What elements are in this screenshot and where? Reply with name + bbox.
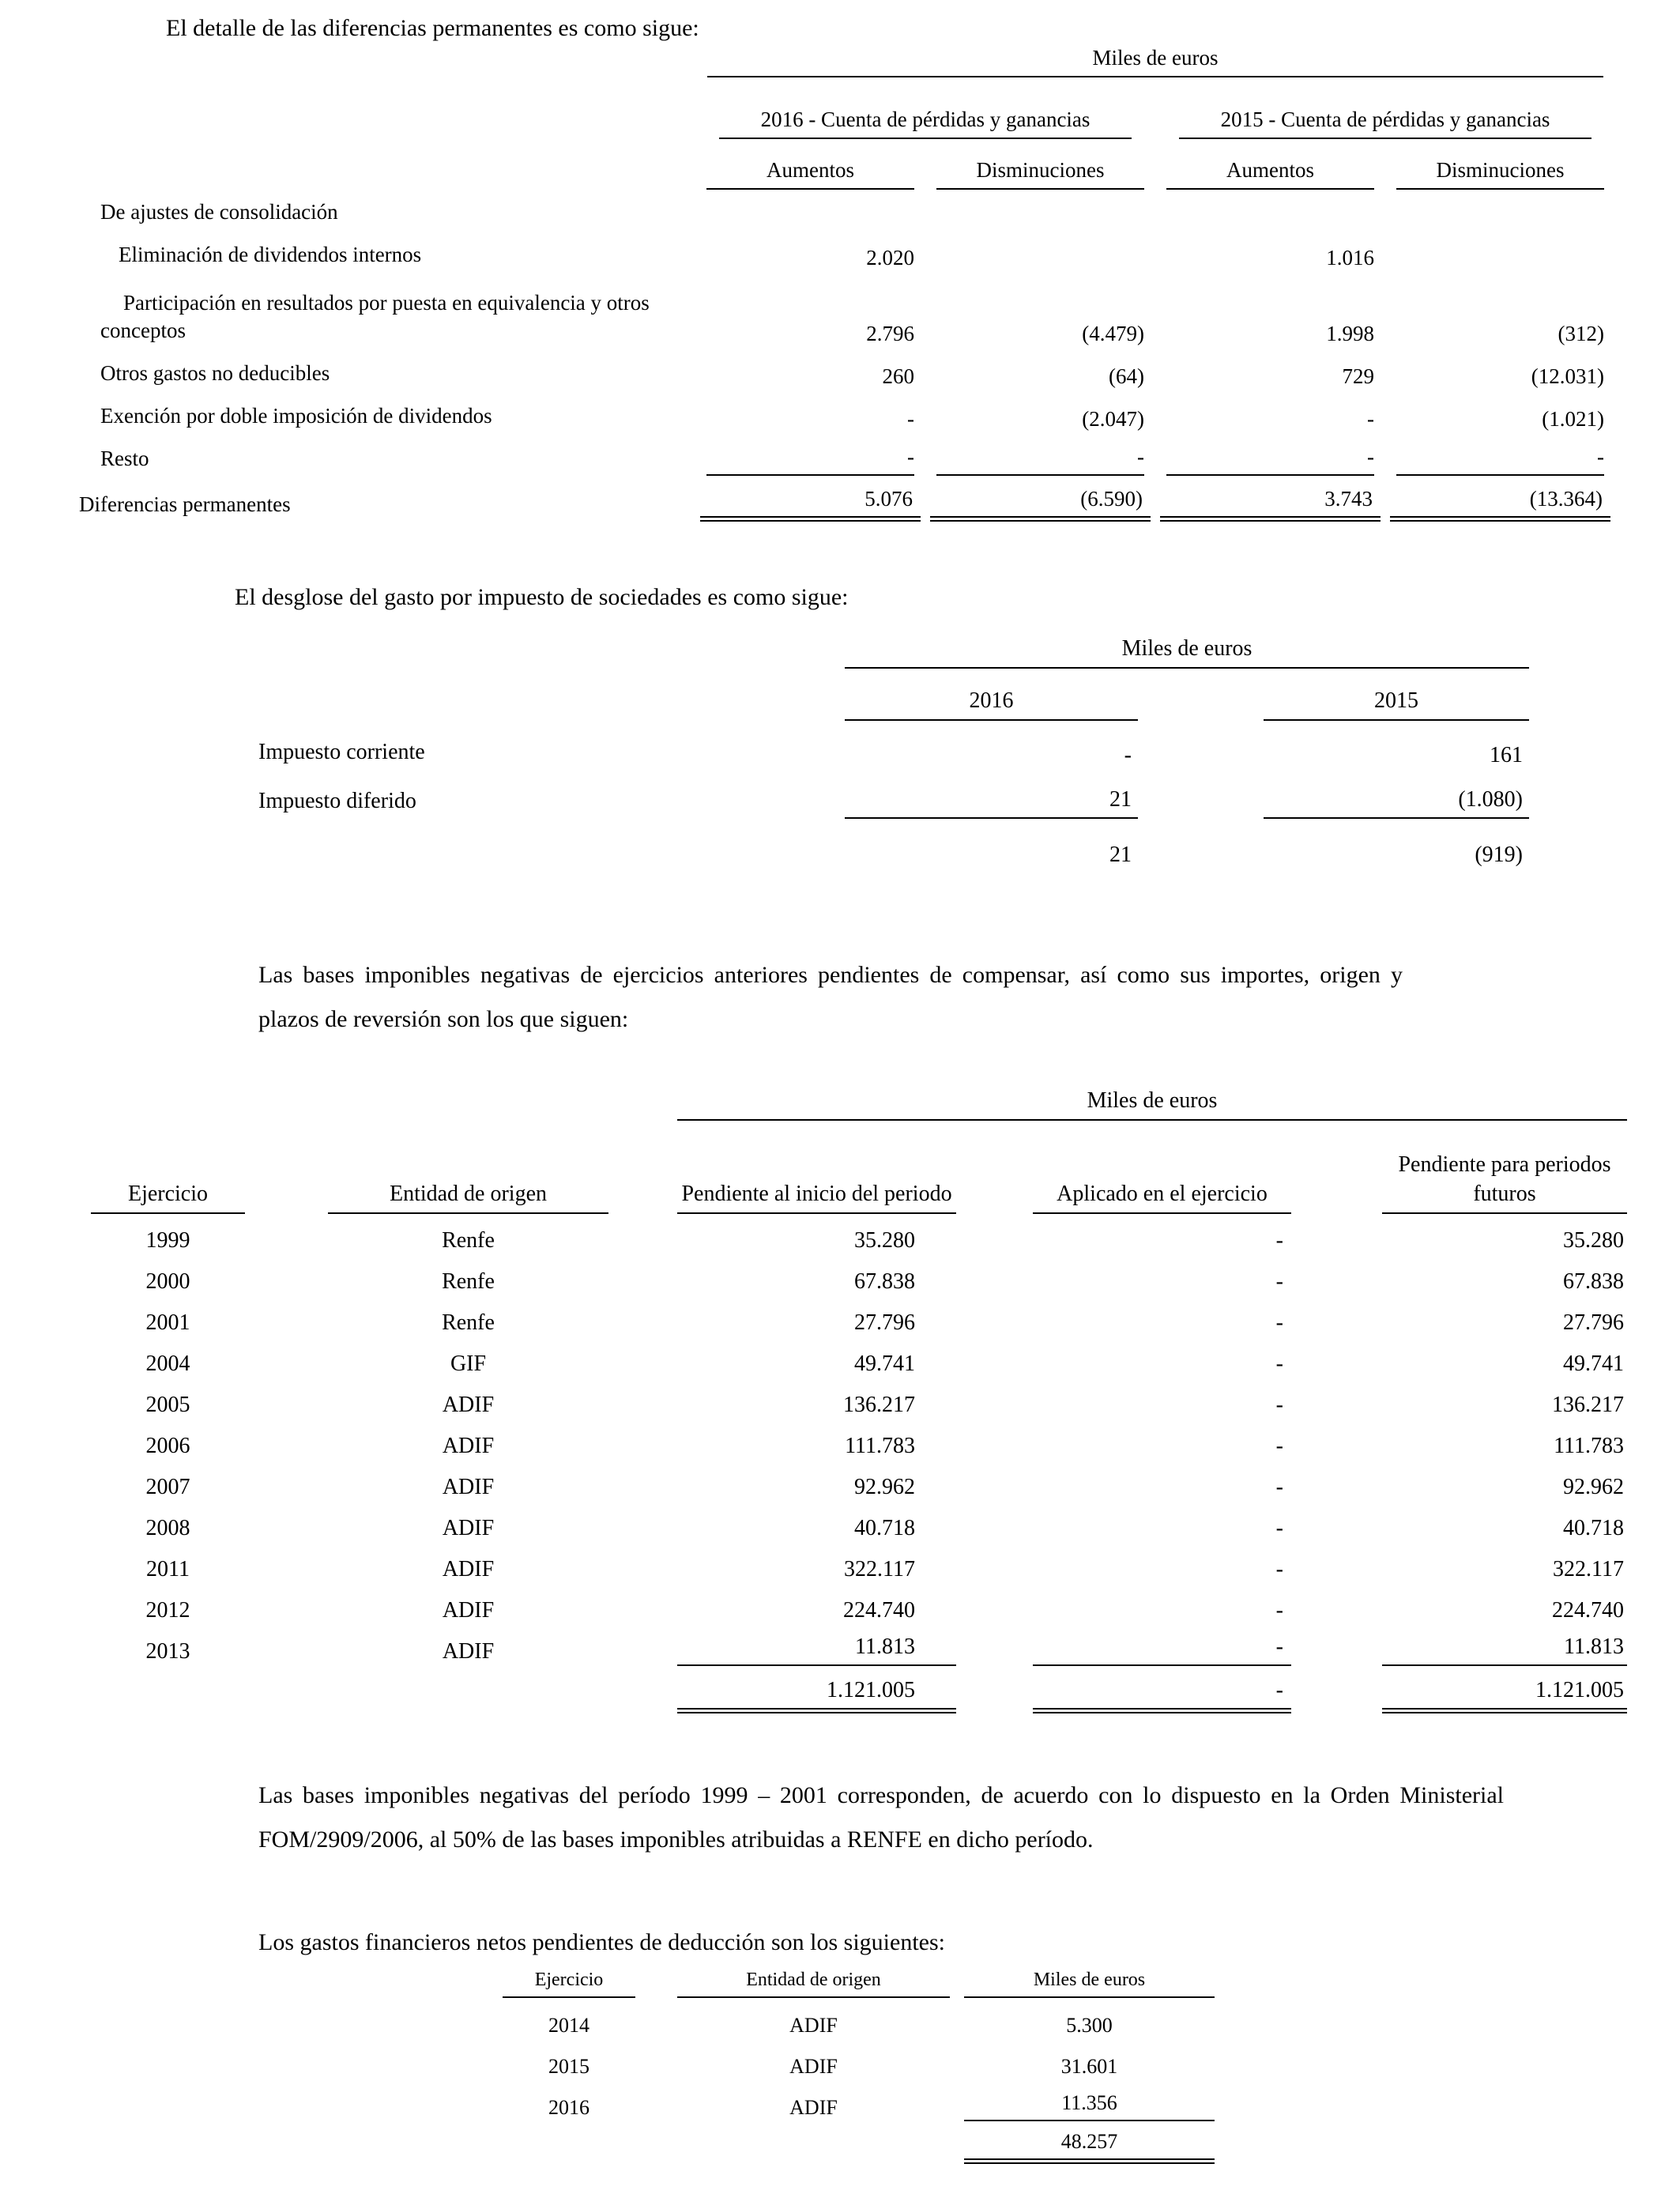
value: - bbox=[1275, 1351, 1283, 1376]
value: ADIF bbox=[442, 1597, 495, 1623]
cell-value bbox=[1291, 1255, 1627, 1296]
spacer-cell bbox=[79, 77, 695, 139]
table-row bbox=[503, 2039, 1215, 2080]
cell-total bbox=[1385, 476, 1615, 522]
cell-total bbox=[695, 476, 925, 522]
cell-entidad bbox=[245, 1419, 608, 1461]
col-header-cell bbox=[608, 1121, 956, 1214]
cell-entidad bbox=[245, 1255, 608, 1296]
cell-ejercicio bbox=[91, 1255, 245, 1296]
table-row bbox=[79, 390, 1615, 433]
value: - bbox=[1166, 443, 1374, 476]
cell-value bbox=[608, 1584, 956, 1625]
group-header-2016-cell bbox=[695, 77, 1155, 139]
cell-value bbox=[1155, 348, 1385, 390]
cell-total bbox=[845, 819, 1138, 869]
cell-value bbox=[695, 272, 925, 348]
value: 2013 bbox=[145, 1638, 190, 1664]
table-row bbox=[503, 1962, 1215, 1998]
cell-value bbox=[1155, 229, 1385, 272]
spacer-cell bbox=[503, 2121, 950, 2164]
cell-value bbox=[1155, 390, 1385, 433]
value: - bbox=[936, 443, 1144, 476]
value: ADIF bbox=[442, 1433, 495, 1458]
col-header-cell bbox=[1155, 139, 1385, 190]
col-header-cell bbox=[503, 1962, 635, 1998]
cell-value bbox=[695, 348, 925, 390]
value: 224.740 bbox=[843, 1597, 915, 1623]
value: 11.813 bbox=[677, 1633, 956, 1666]
cell-total bbox=[925, 476, 1155, 522]
cell-value bbox=[1291, 1214, 1627, 1255]
cell-value bbox=[956, 1502, 1291, 1543]
unit-header-cell bbox=[695, 36, 1615, 77]
spacer-cell bbox=[79, 139, 695, 190]
value: 729 bbox=[1342, 364, 1374, 388]
table-row bbox=[258, 669, 1529, 721]
intro-gastos-financieros: Los gastos financieros netos pendientes de deducción son los siguientes: bbox=[258, 1929, 945, 1955]
cell-value bbox=[956, 1461, 1291, 1502]
row-label: Otros gastos no deducibles bbox=[100, 360, 330, 385]
total-value: 5.076 bbox=[700, 485, 921, 522]
cell-value bbox=[950, 2039, 1215, 2080]
spacer-cell bbox=[258, 631, 845, 669]
value: 2007 bbox=[145, 1474, 190, 1499]
table-row bbox=[79, 348, 1615, 390]
table-total-row bbox=[91, 1666, 1627, 1713]
value: 2012 bbox=[145, 1597, 190, 1623]
cell-value bbox=[925, 433, 1155, 476]
cell-ejercicio bbox=[91, 1378, 245, 1419]
col-header-aumentos-2016: Aumentos bbox=[706, 156, 914, 190]
value: ADIF bbox=[442, 1556, 495, 1581]
table-row bbox=[91, 1461, 1627, 1502]
value: - bbox=[1275, 1310, 1283, 1335]
cell-value bbox=[1291, 1337, 1627, 1378]
col-header-2015: 2015 bbox=[1264, 687, 1529, 721]
cell-entidad bbox=[245, 1543, 608, 1584]
table-row bbox=[258, 721, 1529, 770]
value: 49.741 bbox=[854, 1351, 915, 1376]
table-total-row bbox=[79, 476, 1615, 522]
cell-value bbox=[1291, 1419, 1627, 1461]
cell-value bbox=[1291, 1543, 1627, 1584]
cell-entidad bbox=[635, 2080, 950, 2121]
value: 111.783 bbox=[1554, 1433, 1624, 1458]
cell-ejercicio bbox=[91, 1214, 245, 1255]
value: 2011 bbox=[146, 1556, 190, 1581]
cell-value bbox=[608, 1502, 956, 1543]
col-header-2016: 2016 bbox=[845, 687, 1138, 721]
table-row bbox=[91, 1084, 1627, 1121]
cell-entidad bbox=[635, 1998, 950, 2039]
cell-value bbox=[1291, 1584, 1627, 1625]
table-row bbox=[91, 1121, 1627, 1214]
value: - bbox=[1275, 1433, 1283, 1458]
col-header-disminuciones-2015: Disminuciones bbox=[1396, 156, 1604, 190]
value: 92.962 bbox=[1563, 1474, 1624, 1499]
value: 1.998 bbox=[1326, 321, 1374, 345]
value: 322.117 bbox=[844, 1556, 915, 1581]
cell-value bbox=[956, 1584, 1291, 1625]
total-value: 3.743 bbox=[1160, 485, 1381, 522]
cell-value bbox=[925, 348, 1155, 390]
value: ADIF bbox=[442, 1392, 495, 1417]
cell-value bbox=[1291, 1378, 1627, 1419]
income-tax-expense-table bbox=[258, 631, 1529, 869]
cell-value bbox=[956, 1543, 1291, 1584]
value: 67.838 bbox=[854, 1269, 915, 1294]
cell-value bbox=[608, 1214, 956, 1255]
unit-header-cell bbox=[845, 631, 1529, 669]
cell-entidad bbox=[245, 1337, 608, 1378]
value: 2005 bbox=[145, 1392, 190, 1417]
cell-ejercicio bbox=[91, 1296, 245, 1337]
cell-value bbox=[956, 1337, 1291, 1378]
value: - bbox=[1275, 1515, 1283, 1540]
value: 2008 bbox=[145, 1515, 190, 1540]
value: 2016 bbox=[548, 2096, 590, 2120]
cell-value bbox=[1385, 272, 1615, 348]
value: (312) bbox=[1558, 321, 1605, 345]
table-row bbox=[79, 139, 1615, 190]
group-header-2015-cell bbox=[1155, 77, 1615, 139]
cell-value bbox=[1291, 1461, 1627, 1502]
value: 136.217 bbox=[1552, 1392, 1624, 1417]
value: GIF bbox=[450, 1351, 487, 1376]
cell-value bbox=[608, 1296, 956, 1337]
note-bases-renfe: Las bases imponibles negativas del período 1999 – 2001 corresponden, de acuerdo con lo dispuesto en la Orden Ministerial FOM/2909/2006, al 50% de las bases imponibles atribuidas a RENFE en dicho período. bbox=[258, 1782, 1504, 1853]
table-row bbox=[91, 1255, 1627, 1296]
cell-ejercicio bbox=[91, 1543, 245, 1584]
value: 260 bbox=[882, 364, 914, 388]
col-header-pendiente-inicio: Pendiente al inicio del periodo bbox=[677, 1180, 956, 1214]
table-row bbox=[91, 1502, 1627, 1543]
cell-value bbox=[845, 721, 1138, 770]
spacer-cell bbox=[79, 36, 695, 77]
unit-header: Miles de euros bbox=[677, 1087, 1627, 1121]
cell-entidad bbox=[245, 1296, 608, 1337]
cell-ejercicio bbox=[91, 1584, 245, 1625]
col-header-aplicado: Aplicado en el ejercicio bbox=[1033, 1180, 1291, 1214]
cell-value bbox=[1385, 348, 1615, 390]
cell-value bbox=[608, 1625, 956, 1666]
cell-value bbox=[925, 229, 1155, 272]
value: (2.047) bbox=[1082, 406, 1144, 431]
value: (1.021) bbox=[1542, 406, 1605, 431]
cell-value bbox=[956, 1255, 1291, 1296]
col-header-cell bbox=[1291, 1121, 1627, 1214]
cell-value bbox=[1155, 272, 1385, 348]
table-row bbox=[91, 1296, 1627, 1337]
cell-ejercicio bbox=[503, 2039, 635, 2080]
value: (1.080) bbox=[1264, 786, 1529, 819]
cell-ejercicio bbox=[91, 1625, 245, 1666]
cell-value bbox=[845, 770, 1138, 819]
value: - bbox=[907, 406, 914, 431]
total-label: Diferencias permanentes bbox=[79, 492, 291, 516]
unit-header: Miles de euros bbox=[845, 635, 1529, 669]
cell-value bbox=[1385, 390, 1615, 433]
value: 21 bbox=[845, 786, 1138, 819]
cell-ejercicio bbox=[91, 1461, 245, 1502]
col-header-cell bbox=[1138, 669, 1529, 721]
value: 27.796 bbox=[854, 1310, 915, 1335]
net-financial-expenses-table bbox=[503, 1962, 1215, 2164]
row-label: Resto bbox=[100, 446, 149, 470]
table-row bbox=[79, 36, 1615, 77]
cell-entidad bbox=[245, 1584, 608, 1625]
value: 5.300 bbox=[1066, 2014, 1113, 2038]
table-row bbox=[79, 272, 1615, 348]
value: ADIF bbox=[442, 1638, 495, 1664]
cell-ejercicio bbox=[91, 1337, 245, 1378]
permanent-differences-table bbox=[79, 36, 1615, 522]
value: 35.280 bbox=[854, 1227, 915, 1253]
table-row bbox=[91, 1584, 1627, 1625]
group-header-2015: 2015 - Cuenta de pérdidas y ganancias bbox=[1179, 106, 1591, 139]
col-header-cell bbox=[950, 1962, 1215, 1998]
col-header-cell bbox=[245, 1121, 608, 1214]
col-header-miles-euros: Miles de euros bbox=[964, 1968, 1215, 1998]
cell-value bbox=[956, 1625, 1291, 1666]
spacer-cell bbox=[91, 1084, 608, 1121]
value: 1999 bbox=[145, 1227, 190, 1253]
col-header-cell bbox=[956, 1121, 1291, 1214]
value: 2015 bbox=[548, 2055, 590, 2079]
table-row bbox=[91, 1378, 1627, 1419]
cell-entidad bbox=[245, 1625, 608, 1666]
table-row bbox=[79, 77, 1615, 139]
cell-value bbox=[1291, 1502, 1627, 1543]
cell-value bbox=[1138, 721, 1529, 770]
row-label: Impuesto diferido bbox=[258, 789, 416, 813]
col-header-disminuciones-2016: Disminuciones bbox=[936, 156, 1144, 190]
col-header-cell bbox=[845, 669, 1138, 721]
cell-total bbox=[956, 1666, 1291, 1713]
table-row bbox=[258, 631, 1529, 669]
value: ADIF bbox=[789, 2014, 838, 2038]
value: Renfe bbox=[442, 1227, 495, 1253]
table-row bbox=[91, 1419, 1627, 1461]
value: 1.016 bbox=[1326, 245, 1374, 270]
value: ADIF bbox=[789, 2096, 838, 2120]
table-row bbox=[91, 1337, 1627, 1378]
value: 2.796 bbox=[866, 321, 914, 345]
value: - bbox=[1367, 406, 1374, 431]
value: 224.740 bbox=[1552, 1597, 1624, 1623]
cell-value bbox=[1155, 433, 1385, 476]
cell-value bbox=[925, 390, 1155, 433]
value: 35.280 bbox=[1563, 1227, 1624, 1253]
row-label: Impuesto corriente bbox=[258, 740, 425, 764]
value: 31.601 bbox=[1060, 2055, 1118, 2079]
value: - bbox=[1275, 1269, 1283, 1294]
cell-value bbox=[950, 1998, 1215, 2039]
col-header-entidad: Entidad de origen bbox=[677, 1968, 950, 1998]
value: - bbox=[1396, 443, 1604, 476]
cell-value bbox=[925, 272, 1155, 348]
table-row bbox=[79, 190, 1615, 229]
total-value: - bbox=[1033, 1676, 1291, 1713]
unit-header-cell bbox=[608, 1084, 1627, 1121]
total-value: 1.121.005 bbox=[1382, 1676, 1627, 1713]
cell-value bbox=[950, 2080, 1215, 2121]
cell-ejercicio bbox=[503, 2080, 635, 2121]
total-value: (13.364) bbox=[1390, 485, 1610, 522]
value: 27.796 bbox=[1563, 1310, 1624, 1335]
value: 111.783 bbox=[845, 1433, 915, 1458]
total-value: 1.121.005 bbox=[677, 1676, 956, 1713]
total-value: (6.590) bbox=[930, 485, 1151, 522]
cell-entidad bbox=[245, 1214, 608, 1255]
col-header-ejercicio: Ejercicio bbox=[503, 1968, 635, 1998]
value: 322.117 bbox=[1553, 1556, 1624, 1581]
cell-entidad bbox=[635, 2039, 950, 2080]
col-header-cell bbox=[925, 139, 1155, 190]
cell-ejercicio bbox=[91, 1502, 245, 1543]
cell-entidad bbox=[245, 1502, 608, 1543]
table-row bbox=[79, 229, 1615, 272]
total-value: 21 bbox=[1109, 842, 1132, 867]
intro-gasto-impuesto: El desglose del gasto por impuesto de sociedades es como sigue: bbox=[235, 584, 849, 610]
table-row bbox=[91, 1625, 1627, 1666]
table-row bbox=[503, 2080, 1215, 2121]
cell-value bbox=[956, 1296, 1291, 1337]
section-label: De ajustes de consolidación bbox=[100, 199, 338, 224]
col-header-cell bbox=[695, 139, 925, 190]
table-total-row bbox=[258, 819, 1529, 869]
value: 11.356 bbox=[964, 2090, 1215, 2121]
cell-value bbox=[608, 1378, 956, 1419]
value: - bbox=[706, 443, 914, 476]
value: - bbox=[1275, 1474, 1283, 1499]
spacer-cell bbox=[258, 669, 845, 721]
cell-value bbox=[695, 433, 925, 476]
value: - bbox=[1275, 1392, 1283, 1417]
col-header-cell bbox=[91, 1121, 245, 1214]
table-row bbox=[91, 1543, 1627, 1584]
cell-entidad bbox=[245, 1378, 608, 1419]
value: (64) bbox=[1109, 364, 1144, 388]
cell-total bbox=[950, 2121, 1215, 2164]
value: 67.838 bbox=[1563, 1269, 1624, 1294]
value: 11.813 bbox=[1382, 1633, 1627, 1666]
col-header-cell bbox=[635, 1962, 950, 1998]
cell-ejercicio bbox=[503, 1998, 635, 2039]
col-header-entidad: Entidad de origen bbox=[328, 1180, 608, 1214]
cell-ejercicio bbox=[91, 1419, 245, 1461]
value: 2014 bbox=[548, 2014, 590, 2038]
spacer-cell bbox=[91, 1666, 608, 1713]
value: Renfe bbox=[442, 1269, 495, 1294]
value: 2001 bbox=[145, 1310, 190, 1335]
value: 161 bbox=[1490, 742, 1524, 767]
unit-header: Miles de euros bbox=[707, 44, 1603, 77]
value: - bbox=[1124, 742, 1132, 767]
value: 2.020 bbox=[866, 245, 914, 270]
group-header-2016: 2016 - Cuenta de pérdidas y ganancias bbox=[719, 106, 1132, 139]
value: 40.718 bbox=[1563, 1515, 1624, 1540]
intro-bases-imponibles: Las bases imponibles negativas de ejercicios anteriores pendientes de compensar, así como sus importes, origen y plazos de reversión son los que siguen: bbox=[258, 962, 1403, 1032]
value: ADIF bbox=[789, 2055, 838, 2079]
col-header-ejercicio: Ejercicio bbox=[91, 1180, 245, 1214]
table-row bbox=[503, 1998, 1215, 2039]
table-total-row bbox=[503, 2121, 1215, 2164]
cell-total bbox=[1138, 819, 1529, 869]
cell-value bbox=[608, 1255, 956, 1296]
value: - bbox=[1033, 1633, 1291, 1666]
cell-value bbox=[956, 1378, 1291, 1419]
col-header-pendiente-futuro: Pendiente para periodos futuros bbox=[1382, 1151, 1627, 1214]
cell-entidad bbox=[245, 1461, 608, 1502]
cell-value bbox=[1385, 433, 1615, 476]
cell-value bbox=[608, 1337, 956, 1378]
value: 2006 bbox=[145, 1433, 190, 1458]
value: - bbox=[1275, 1597, 1283, 1623]
value: 49.741 bbox=[1563, 1351, 1624, 1376]
value: - bbox=[1275, 1227, 1283, 1253]
cell-value bbox=[956, 1214, 1291, 1255]
table-row bbox=[258, 770, 1529, 819]
row-label: Eliminación de dividendos internos bbox=[119, 242, 422, 266]
row-label: Exención por doble imposición de dividendos bbox=[100, 403, 492, 428]
cell-value bbox=[1385, 229, 1615, 272]
value: 136.217 bbox=[843, 1392, 915, 1417]
cell-value bbox=[1291, 1625, 1627, 1666]
table-row bbox=[79, 433, 1615, 476]
value: (12.031) bbox=[1531, 364, 1605, 388]
spacer-cell bbox=[258, 819, 845, 869]
cell-value bbox=[695, 229, 925, 272]
table-row bbox=[91, 1214, 1627, 1255]
value: (4.479) bbox=[1082, 321, 1144, 345]
value: Renfe bbox=[442, 1310, 495, 1335]
cell-value bbox=[1291, 1296, 1627, 1337]
cell-value bbox=[956, 1419, 1291, 1461]
cell-value bbox=[608, 1543, 956, 1584]
value: - bbox=[1275, 1556, 1283, 1581]
cell-total bbox=[1155, 476, 1385, 522]
cell-value bbox=[608, 1419, 956, 1461]
total-value: (919) bbox=[1475, 842, 1524, 867]
cell-total bbox=[608, 1666, 956, 1713]
value: 92.962 bbox=[854, 1474, 915, 1499]
col-header-aumentos-2015: Aumentos bbox=[1166, 156, 1374, 190]
value: 2000 bbox=[145, 1269, 190, 1294]
cell-value bbox=[1138, 770, 1529, 819]
cell-total bbox=[1291, 1666, 1627, 1713]
col-header-cell bbox=[1385, 139, 1615, 190]
tax-loss-carryforwards-table bbox=[91, 1084, 1627, 1713]
cell-value bbox=[608, 1461, 956, 1502]
intro-diferencias-permanentes: El detalle de las diferencias permanentes es como sigue: bbox=[166, 15, 699, 41]
value: ADIF bbox=[442, 1515, 495, 1540]
total-value: 48.257 bbox=[964, 2128, 1215, 2164]
value: ADIF bbox=[442, 1474, 495, 1499]
value: 2004 bbox=[145, 1351, 190, 1376]
row-label: Participación en resultados por puesta en equivalencia y otros conceptos bbox=[100, 290, 650, 342]
value: 40.718 bbox=[854, 1515, 915, 1540]
cell-value bbox=[695, 390, 925, 433]
